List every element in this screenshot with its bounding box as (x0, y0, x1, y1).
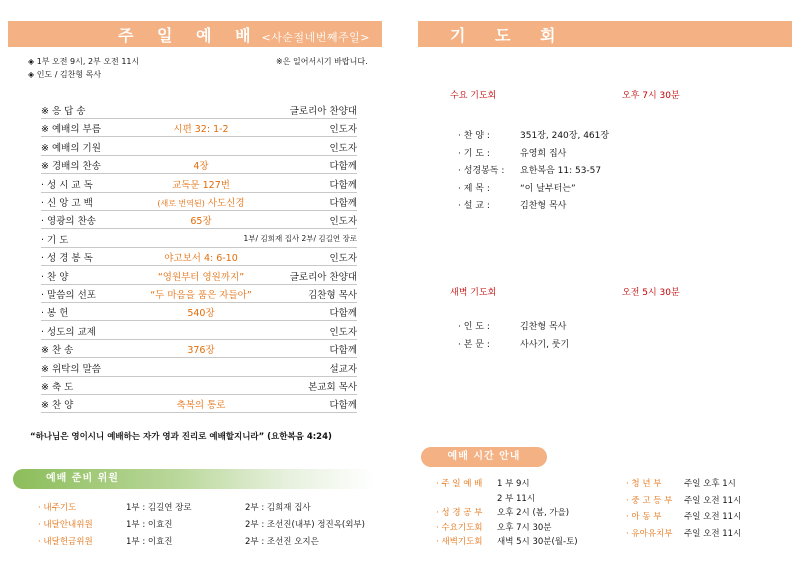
order-label: ※ 축 도 (41, 382, 74, 393)
prep-second-service: 2부 : 김희재 집사 (245, 503, 311, 513)
schedule-item (436, 477, 530, 489)
schedule-item (626, 527, 741, 539)
order-label: ※ 응 답 송 (41, 106, 86, 117)
prep-committee-header (13, 469, 375, 489)
schedule-item (626, 494, 741, 506)
order-item (41, 303, 357, 321)
prayer-line (458, 128, 609, 142)
order-item (41, 377, 357, 395)
order-content (101, 397, 301, 411)
schedule-time: 새벽 5시 30분(월-토) (497, 537, 578, 547)
worship-title-bar (8, 21, 382, 47)
order-item (41, 285, 357, 303)
order-label: ※ 찬 양 (41, 400, 74, 412)
order-content-text: 사도신경 (207, 198, 245, 209)
order-item (41, 395, 357, 413)
order-leader: 인도자 (329, 124, 357, 136)
order-content-paren: (새로 번역된) (157, 199, 205, 208)
order-leader: 인도자 (329, 253, 357, 265)
order-item (41, 230, 357, 248)
wed-prayer-time: 오후 7시 30분 (622, 91, 680, 101)
prep-role: · 내달헌금위원 (38, 537, 93, 547)
schedule-item (436, 492, 535, 504)
prayer-line-value: “이 날부터는” (520, 183, 576, 194)
order-label: · 신 앙 고 백 (41, 198, 93, 209)
worship-title (118, 23, 370, 46)
order-label: ※ 경배의 찬송 (41, 161, 101, 173)
order-content-text: 축복의 통로 (176, 400, 226, 412)
order-leader: 인도자 (329, 142, 357, 154)
schedule-name: · 중 고 등 부 (626, 495, 673, 506)
prayer-line (458, 146, 566, 160)
order-item (41, 211, 357, 229)
order-leader: 글로리아 찬양대 (289, 106, 357, 117)
prayer-line-value: 351장, 240장, 461장 (520, 131, 610, 141)
schedule-time: 주일 오후 1시 (684, 479, 736, 489)
schedule-header (421, 447, 547, 467)
order-leader: 다함께 (329, 400, 357, 412)
prayer-line (458, 181, 576, 195)
prayer-line-value: 사사기, 룻기 (520, 339, 570, 350)
schedule-name: · 청 년 부 (626, 479, 662, 489)
worship-title-sub: <사순절네번째주일> (261, 31, 370, 44)
wed-prayer-name: 수요 기도회 (450, 91, 497, 101)
prep-second-service: 2부 : 조선진(내부) 정진옥(외부) (245, 520, 365, 530)
order-content-text: 시편 32: 1-2 (173, 124, 229, 136)
order-content (101, 195, 301, 209)
prayer-line (458, 198, 566, 212)
order-divider (41, 412, 357, 413)
order-item (41, 248, 357, 266)
schedule-title: 예배 시간 안내 (447, 451, 521, 462)
order-content-text: “두 마음을 품은 자들아” (150, 290, 252, 301)
order-leader: 1부/ 김희재 집사 2부/ 김길연 장로 (243, 233, 357, 243)
prayer-line-label: · 설 교 : (458, 201, 490, 211)
order-content (101, 158, 301, 172)
prep-first-service: 1부 : 김길연 장로 (126, 503, 192, 513)
prayer-line-value: 유영희 집사 (520, 148, 567, 159)
dawn-prayer-time: 오전 5시 30분 (622, 288, 680, 298)
prayer-line (458, 163, 601, 177)
standing-note: ※은 일어서시기 바랍니다. (276, 57, 368, 66)
order-content (101, 269, 301, 283)
order-item (41, 340, 357, 358)
schedule-name: · 유아유치부 (626, 528, 673, 539)
prayer-line-label: · 제 목 : (458, 183, 490, 194)
order-content (101, 213, 301, 227)
order-label: ※ 예배의 기원 (41, 142, 101, 154)
order-item (41, 359, 357, 377)
schedule-name: · 주 일 예 배 (436, 479, 483, 489)
schedule-name: · 수요기도회 (436, 522, 483, 533)
order-content (101, 305, 301, 319)
schedule-time: 오후 7시 30분 (497, 522, 552, 533)
order-content (101, 177, 301, 191)
order-label: ※ 예배의 부름 (41, 124, 101, 136)
prayer-title: 기 도 회 (450, 26, 568, 45)
order-item (41, 156, 357, 174)
order-leader: 다함께 (329, 179, 357, 191)
prayer-line-label: · 본 문 : (458, 339, 490, 350)
order-leader: 김찬형 목사 (308, 290, 357, 301)
prayer-line (458, 337, 569, 351)
order-leader: 인도자 (329, 216, 357, 228)
prep-second-service: 2부 : 조선진 오지은 (245, 537, 319, 547)
order-content-text: 540장 (187, 308, 215, 320)
order-leader: 인도자 (329, 326, 357, 338)
order-leader: 다함께 (329, 161, 357, 173)
order-item (41, 193, 357, 211)
prayer-line-label: · 인 도 : (458, 322, 490, 332)
prayer-line-value: 요한복음 11: 53-57 (520, 166, 602, 176)
order-leader: 설교자 (329, 363, 357, 375)
order-label: · 찬 양 (41, 271, 69, 283)
order-content (101, 342, 301, 356)
order-item (41, 138, 357, 156)
schedule-item (626, 477, 736, 489)
schedule-time: 주일 오전 11시 (684, 495, 742, 506)
prep-first-service: 1부 : 이효진 (126, 537, 173, 547)
schedule-time: 1 부 9시 (497, 479, 530, 489)
order-item (41, 101, 357, 119)
dawn-prayer-name: 새벽 기도회 (450, 288, 497, 298)
prayer-line-label: · 기 도 : (458, 148, 490, 159)
order-content-text: 65장 (190, 216, 212, 228)
prayer-line-label: · 성경봉독 : (458, 166, 505, 176)
order-item (41, 175, 357, 193)
order-label: · 봉 헌 (41, 308, 69, 320)
prep-first-service: 1부 : 이효진 (126, 520, 173, 530)
schedule-item (436, 521, 551, 533)
order-content-text: 376장 (187, 345, 215, 357)
prayer-line-value: 김찬형 목사 (520, 322, 567, 332)
order-item (41, 119, 357, 137)
schedule-time: 주일 오전 11시 (684, 512, 742, 522)
order-content (101, 250, 301, 264)
order-content-text: 야고보서 4: 6-10 (164, 253, 238, 265)
schedule-time: 오후 2시 (봄, 가을) (497, 508, 570, 518)
prep-committee-title: 예배 준비 위원 (46, 473, 119, 484)
service-times: ◈ 1부 오전 9시, 2부 오전 11시 (28, 57, 140, 66)
order-content-text: 교독문 127번 (172, 179, 230, 191)
order-content (101, 287, 301, 301)
order-label: ※ 찬 송 (41, 345, 74, 357)
prayer-line-value: 김찬형 목사 (520, 201, 567, 211)
schedule-time: 주일 오전 11시 (684, 528, 742, 539)
schedule-item (436, 535, 578, 547)
prayer-title-bar (418, 21, 792, 47)
order-content-text: 4장 (193, 161, 209, 173)
prep-role: · 내주기도 (38, 503, 77, 513)
order-content-text: “영원부터 영원까지” (157, 271, 245, 283)
order-leader: 본교회 목사 (308, 382, 357, 393)
order-label: · 영광의 찬송 (41, 216, 96, 228)
schedule-name: · 성 경 공 부 (436, 508, 483, 518)
order-label: · 기 도 (41, 234, 69, 246)
order-label: · 성 시 교 독 (41, 179, 93, 191)
order-leader: 글로리아 찬양대 (289, 271, 357, 283)
prayer-line-label: · 찬 양 : (458, 131, 490, 141)
schedule-name: · 새벽기도회 (436, 537, 483, 547)
order-label: ※ 위탁의 말씀 (41, 363, 101, 375)
order-item (41, 267, 357, 285)
schedule-time: 2 부 11시 (497, 493, 536, 504)
prep-role: · 내달안내위원 (38, 520, 93, 530)
right-page (400, 0, 800, 566)
service-leader: ◈ 인도 / 김찬형 목사 (28, 70, 102, 79)
prayer-line (458, 319, 566, 333)
order-item (41, 322, 357, 340)
order-leader: 다함께 (329, 308, 357, 320)
order-label: · 성 경 봉 독 (41, 253, 93, 265)
order-leader: 다함께 (329, 345, 357, 357)
worship-title-text: 주 일 예 배 (118, 26, 260, 45)
order-label: · 성도의 교제 (41, 326, 96, 338)
order-leader: 다함께 (329, 198, 357, 209)
verse-quote: “하나님은 영이시니 예배하는 자가 영과 진리로 예배할지니라” (요한복음 4:24) (30, 432, 332, 442)
order-content (101, 121, 301, 135)
schedule-name: · 아 동 부 (626, 512, 662, 522)
order-label: · 말씀의 선포 (41, 290, 96, 301)
schedule-item (436, 506, 569, 518)
schedule-item (626, 510, 741, 522)
